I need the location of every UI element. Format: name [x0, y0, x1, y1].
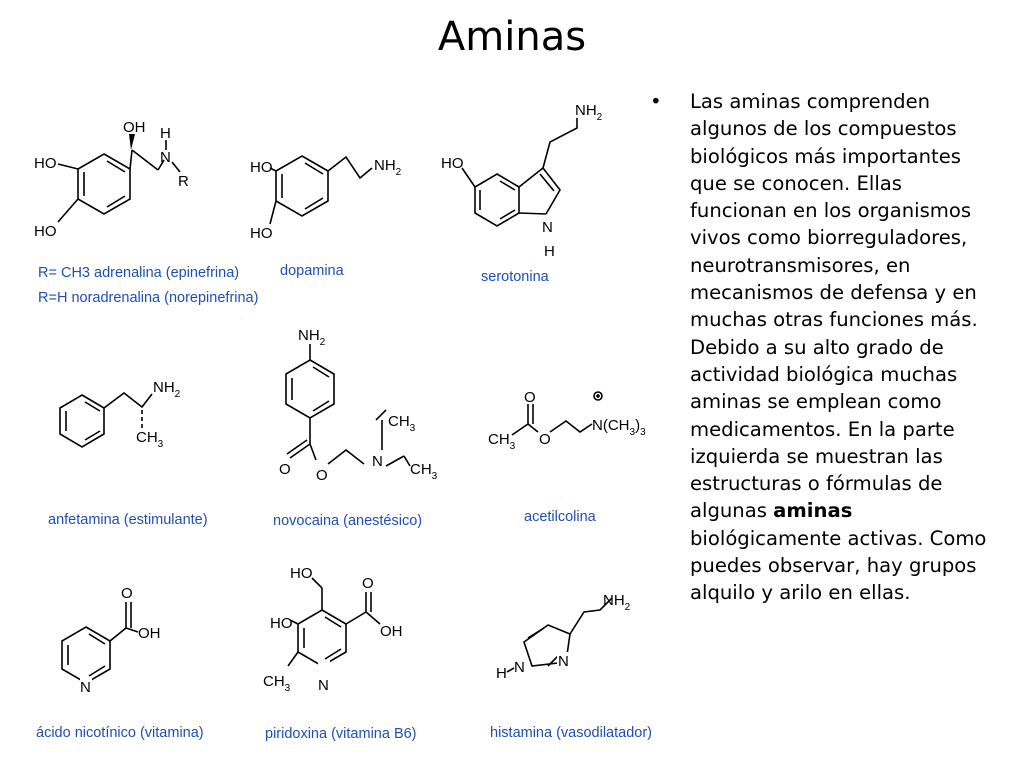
svg-text:H: H: [544, 243, 555, 260]
bullet-text-start: Las aminas comprenden algunos de los compuestos biológicos más importantes que se conocen. Ellas funcionan en los organismos vivos como biorreguladores, neurotransmisores, en mecanismos de defensa y en muchas otras funciones más. Debido a su alto grado de actividad biológica muchas aminas se emplean como medicamentos. En la parte izquierda se muestran las estructuras o fórmulas de algunas: [690, 90, 978, 523]
svg-text:HO: HO: [290, 565, 313, 582]
svg-text:CH3: $CH_3$: [488, 431, 516, 452]
svg-text:O: O: [121, 585, 133, 602]
svg-text:OH: OH: [138, 625, 161, 642]
svg-text:N: N: [160, 149, 171, 166]
caption-dopamina: dopamina: [280, 263, 344, 279]
svg-text:NH2: $NH_2$: [153, 379, 181, 400]
structure-piridoxina: [263, 565, 403, 694]
bullet-item: [650, 88, 1000, 607]
bullet-marker: •: [650, 90, 662, 113]
structure-acido-nicotinico: [62, 585, 161, 696]
svg-text:CH3: $CH_3$: [388, 413, 416, 434]
svg-text:NH2: $NH_2$: [374, 157, 402, 178]
svg-text:CH3: $CH_3$: [263, 673, 291, 694]
svg-text:H: H: [496, 665, 507, 682]
svg-text:O: O: [362, 575, 374, 592]
svg-text:N: N: [372, 453, 383, 470]
caption-noradrenalina: R=H noradrenalina (norepinefrina): [38, 290, 259, 306]
svg-text:O: O: [539, 431, 551, 448]
svg-text:HO: HO: [34, 223, 57, 240]
structure-acetilcolina: [488, 389, 646, 452]
structure-adrenalina: [34, 119, 189, 240]
caption-acetilcolina: acetilcolina: [524, 509, 596, 525]
svg-text:HO: HO: [250, 225, 273, 242]
svg-text:N: N: [80, 679, 91, 696]
caption-acido-nicotinico: ácido nicotínico (vitamina): [36, 725, 204, 741]
structure-histamina: [496, 592, 631, 682]
svg-text:O: O: [316, 467, 328, 484]
caption-adrenalina: R= CH3 adrenalina (epinefrina): [38, 265, 240, 281]
svg-text:N(CH3)3: $N(CH_3)_3$: [592, 417, 646, 438]
bullet-list: [650, 88, 1000, 607]
svg-text:HO: HO: [270, 615, 293, 632]
svg-text:NH2: $NH_2$: [575, 102, 603, 123]
svg-text:HO: HO: [250, 159, 273, 176]
svg-text:H: H: [160, 125, 171, 142]
structure-novocaina: [279, 327, 438, 484]
caption-histamina: histamina (vasodilatador): [490, 725, 652, 741]
svg-text:CH3: $CH_3$: [136, 429, 164, 450]
caption-anfetamina: anfetamina (estimulante): [48, 512, 208, 528]
bullet-bold-word: aminas: [773, 499, 853, 523]
svg-text:NH2: $NH_2$: [603, 592, 631, 613]
svg-text:N: N: [318, 677, 329, 694]
amine-structures-figure: [14, 88, 664, 763]
caption-novocaina: novocaina (anestésico): [273, 513, 423, 529]
slide-title: Aminas: [437, 14, 587, 60]
svg-text:HO: HO: [34, 155, 57, 172]
svg-text:N: N: [558, 653, 569, 670]
svg-text:O: O: [279, 461, 291, 478]
svg-text:N: N: [542, 219, 553, 236]
svg-text:OH: OH: [380, 623, 403, 640]
caption-piridoxina: piridoxina (vitamina B6): [265, 726, 417, 742]
structure-serotonina: [441, 102, 603, 260]
svg-text:O: O: [524, 389, 536, 406]
svg-text:OH: OH: [123, 119, 146, 136]
svg-text:R: R: [178, 173, 189, 190]
bullet-text-end: biológicamente activas. Como puedes observar, hay grupos alquilo y arilo en ellas.: [690, 526, 987, 605]
svg-text:HO: HO: [441, 155, 464, 172]
svg-text:N: N: [514, 659, 525, 676]
structure-anfetamina: [60, 379, 181, 450]
caption-serotonina: serotonina: [481, 269, 549, 285]
svg-text:NH2: $NH_2$: [298, 327, 326, 348]
svg-text:CH3: $CH_3$: [410, 461, 438, 482]
structure-dopamina: [250, 156, 402, 242]
